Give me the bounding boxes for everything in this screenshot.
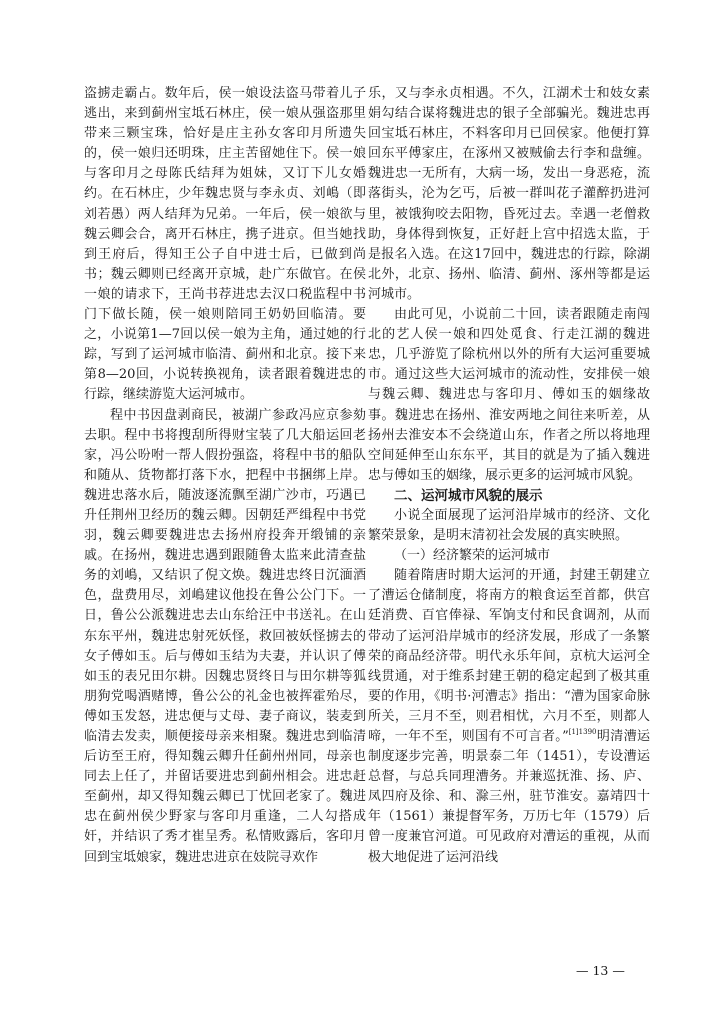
paragraph-text: 随着隋唐时期大运河的开通，封建王朝建立了漕运仓储制度，将南方的粮食运至首都，供宫廷消费、百官俸禄、军饷支付和民食调剂，从而带动了运河沿岸城市的经济发展，形成了一条繁荣的商品经济带。明代永乐年间，京杭大运河全线贯通，对于维系封建王朝的稳定起到了极其重要的作用，《明书·河漕志》指出：“漕为国家命脉所关，三月不至，则君相忧，六月不至，则都人啼，一年不至，则国有不可言者。” [368,568,650,744]
left-column [84,84,366,868]
section-heading: 二、运河城市风貌的展示 [394,487,543,504]
body-paragraph: 小说全面展现了运河沿岸城市的经济、文化繁荣景象，是明末清初社会发展的真实映照。 [368,507,650,544]
body-paragraph: 由此可见，小说前二十回，读者跟随走南闯北的艺人侯一娘和四处觅食、行走江湖的魏进忠，几乎游览了除杭州以外的所有大运河重要城市。通过这些大运河城市的流动性，安排侯一娘与魏云卿、魏进忠与客印月、傅如玉的姻缘故事。魏进忠在扬州、淮安两地之间往来听差，从扬州去淮安本不会绕道山东，作者之所以将地理空间延伸至山东东平，其目的就是为了插入魏进忠与傅如玉的姻缘，展示更多的运河城市风貌。 [368,307,650,483]
citation-marker: [1]1390 [568,728,597,736]
body-paragraph: 程中书因盘剥商民，被湖广参政冯应京参劾去职。程中书将搜刮所得财宝装了几大船运回老家，冯公吩咐一帮人假扮强盗，将程中书的船队和随从、货物都打落下水，把程中书捆绑上岸。魏进忠落水后，随波逐流飘至湖广沙市，巧遇已升任荆州卫经历的魏云卿。因朝廷严缉程中书党羽，魏云卿要魏进忠去扬州府投奔开缎铺的亲戚。在扬州，魏进忠遇到跟随鲁太监来此清查盐务的刘嶋，又结识了倪文焕。魏进忠终日沉湎酒色，盘费用尽，刘嶋建议他投在鲁公公门下。一日，鲁公公派魏进忠去山东给汪中书送礼。在山东东平州，魏进忠射死妖怪，救回被妖怪掳去的女子傅如玉。后与傅如玉结为夫妻，并认识了傅如玉的表兄田尔耕。因魏忠贤终日与田尔耕等狐朋狗党喝酒赌博，鲁公公的礼金也被挥霍殆尽，傅如玉发怒，进忠便与丈母、妻子商议，装麦到临清去发卖，顺便接母亲来相聚。魏进忠到临清后访至王府，得知魏云卿升任蓟州州同，母亲也同去上任了，并留话要进忠到蓟州相会。进忠赶至蓟州，却又得知魏云卿已丁忧回老家了。魏进忠在蓟州侯少野家与客印月重逢，二人勾搭成奸，并结识了秀才崔呈秀。私情败露后，客印月回到宝坻娘家，魏进忠进京在妓院寻欢作 [84,407,366,865]
page-number: — 13 — [576,963,625,978]
right-column [368,84,650,868]
body-paragraph: 盗掳走霸占。数年后，侯一娘设法盗马带着儿子逃出，来到蓟州宝坻石林庄，侯一娘从强盗那里带来三颗宝珠，恰好是庄主孙女客印月所遗失的，侯一娘归还明珠，庄主苦留她住下。侯一娘与客印月之母陈氏结拜为姐妹，又订下儿女婚约。在石林庄，少年魏忠贤与李永贞、刘嶋（即刘若愚）两人结拜为兄弟。一年后，侯一娘欲与魏云卿会合，离开石林庄，携子进京。但当她找到王府后，得知王公子自中进士后，已做到尚书；魏云卿则已经离开京城，赴广东做官。在侯一娘的请求下，王尚书荐进忠去汉口税监程中书门下做长随，侯一娘则陪同王奶奶回临清。要之，小说第1—7回以侯一娘为主角，通过她的行踪，写到了运河城市临清、蓟州和北京。接下来第8—20回，小说转换视角，读者跟着魏进忠的行踪，继续游览大运河城市。 [84,86,366,403]
paragraph-text: 明清漕运制度逐步完善，明景泰二年（1451），专设漕运总督，与总兵同理漕务。并兼巡抚淮、扬、庐、凤四府及徐、和、滁三州，驻节淮安。嘉靖四十年（1561）兼提督军务，万历七年（1579）后曾一度兼官河道。可见政府对漕运的重视，从而极大地促进了运河沿线 [368,729,650,865]
subsection-heading: （一）经济繁荣的运河城市 [394,548,551,564]
body-paragraph [368,566,650,867]
body-paragraph: 乐，又与李永贞相遇。不久，江湖术士和妓女素娟勾结合谋将魏进忠的银子全部骗光。魏进忠再回宝坻石林庄，不料客印月已回侯家。他便打算回东平傅家庄，在涿州又被贼偷去行李和盘缠。魏进忠一无所有，大病一场，发出一身恶疮，流落街头，沦为乞丐，后被一群叫花子灌醉扔进河里，被饿狗咬去阳物，昏死过去。幸遇一老僧救助，身体得到恢复，正好赶上宫中招选太监，于是报名入选。在这17回中，魏进忠的行踪，除湖北外，北京、扬州、临清、蓟州、涿州等都是运河城市。 [368,86,650,302]
